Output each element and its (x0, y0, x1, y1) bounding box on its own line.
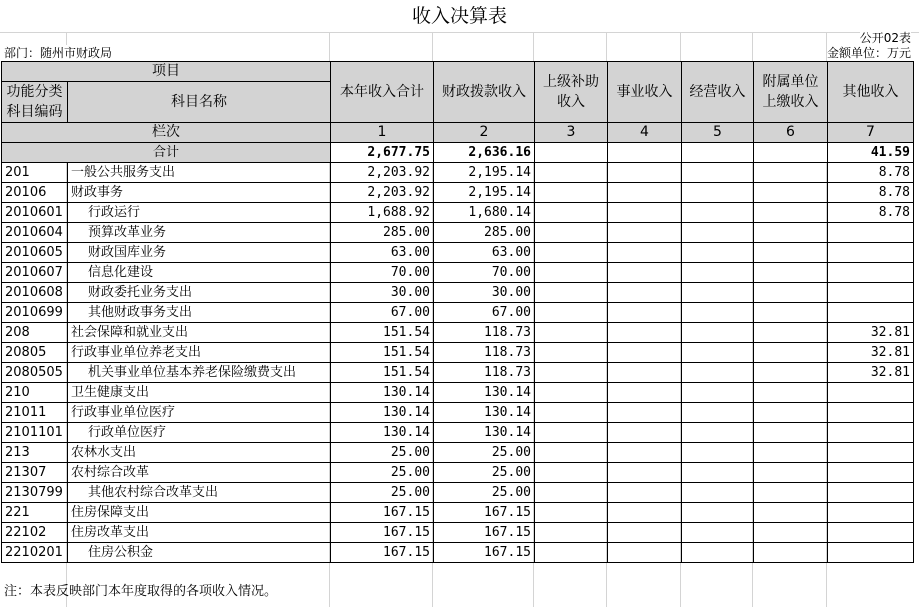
row-code: 210 (2, 383, 68, 403)
row-c1: 151.54 (331, 343, 434, 363)
row-code: 2010699 (2, 303, 68, 323)
row-c2: 167.15 (434, 543, 535, 563)
table-row (2, 343, 914, 363)
col-number: 7 (828, 123, 914, 143)
row-c7: 8.78 (828, 183, 914, 203)
row-c1: 151.54 (331, 323, 434, 343)
row-name: 一般公共服务支出 (68, 163, 331, 183)
row-c2: 67.00 (434, 303, 535, 323)
table-row (2, 223, 914, 243)
row-name: 社会保障和就业支出 (68, 323, 331, 343)
row-c1: 1,688.92 (331, 203, 434, 223)
row-c7 (828, 383, 914, 403)
row-c2: 118.73 (434, 363, 535, 383)
col-number: 4 (608, 123, 682, 143)
table-row (2, 243, 914, 263)
row-code: 21307 (2, 463, 68, 483)
row-c1: 63.00 (331, 243, 434, 263)
row-name: 财政委托业务支出 (68, 283, 331, 303)
table-row (2, 363, 914, 383)
header-col5: 经营收入 (682, 62, 754, 123)
row-c7: 32.81 (828, 363, 914, 383)
row-c7 (828, 243, 914, 263)
row-c7 (828, 543, 914, 563)
row-c1: 30.00 (331, 283, 434, 303)
col-number: 1 (331, 123, 434, 143)
row-code: 2010605 (2, 243, 68, 263)
department-label: 部门：随州市财政局 (4, 46, 113, 60)
row-name: 机关事业单位基本养老保险缴费支出 (68, 363, 331, 383)
header-code: 功能分类科目编码 (2, 82, 68, 123)
row-c1: 167.15 (331, 523, 434, 543)
row-c2: 1,680.14 (434, 203, 535, 223)
row-code: 2010604 (2, 223, 68, 243)
row-c1: 130.14 (331, 383, 434, 403)
row-code: 2210201 (2, 543, 68, 563)
row-code: 21011 (2, 403, 68, 423)
table-row (2, 303, 914, 323)
row-c7 (828, 463, 914, 483)
row-code: 22102 (2, 523, 68, 543)
row-c2: 63.00 (434, 243, 535, 263)
row-name: 其他农村综合改革支出 (68, 483, 331, 503)
row-name: 农林水支出 (68, 443, 331, 463)
row-code: 2101101 (2, 423, 68, 443)
row-c1: 151.54 (331, 363, 434, 383)
row-name: 财政事务 (68, 183, 331, 203)
table-row (2, 323, 914, 343)
table-row (2, 383, 914, 403)
row-name: 行政单位医疗 (68, 423, 331, 443)
table-row (2, 163, 914, 183)
row-code: 2010607 (2, 263, 68, 283)
header-lanci: 栏次 (2, 123, 331, 143)
table-row (2, 183, 914, 203)
row-code: 2080505 (2, 363, 68, 383)
header-col4: 事业收入 (608, 62, 682, 123)
row-c1: 167.15 (331, 543, 434, 563)
row-c1: 130.14 (331, 403, 434, 423)
row-c2: 2,195.14 (434, 163, 535, 183)
col-number: 6 (754, 123, 828, 143)
row-c7: 8.78 (828, 203, 914, 223)
row-code: 201 (2, 163, 68, 183)
table-row (2, 463, 914, 483)
form-code: 公开02表 (859, 31, 911, 45)
footnote: 注：本表反映部门本年度取得的各项收入情况。 (4, 584, 278, 599)
header-col3: 上级补助收入 (535, 62, 608, 123)
table-row (2, 503, 914, 523)
row-c7 (828, 303, 914, 323)
row-c2: 25.00 (434, 463, 535, 483)
row-c2: 30.00 (434, 283, 535, 303)
total-row (2, 143, 914, 163)
row-c7 (828, 483, 914, 503)
row-name: 住房保障支出 (68, 503, 331, 523)
page-title: 收入决算表 (0, 0, 919, 33)
row-c1: 2,203.92 (331, 163, 434, 183)
row-name: 财政国库业务 (68, 243, 331, 263)
row-c7 (828, 423, 914, 443)
row-name: 行政事业单位医疗 (68, 403, 331, 423)
row-c2: 167.15 (434, 503, 535, 523)
row-c1: 2,203.92 (331, 183, 434, 203)
row-name: 预算改革业务 (68, 223, 331, 243)
table-row (2, 423, 914, 443)
row-name: 住房公积金 (68, 543, 331, 563)
row-code: 2010608 (2, 283, 68, 303)
col-number: 3 (535, 123, 608, 143)
row-c7: 8.78 (828, 163, 914, 183)
amount-unit-label: 金额单位：万元 (826, 46, 911, 60)
row-c2: 118.73 (434, 323, 535, 343)
table-row (2, 443, 914, 463)
row-code: 20106 (2, 183, 68, 203)
row-c2: 118.73 (434, 343, 535, 363)
row-c1: 25.00 (331, 463, 434, 483)
row-code: 208 (2, 323, 68, 343)
total-label: 合计 (2, 143, 331, 163)
row-name: 住房改革支出 (68, 523, 331, 543)
row-c7: 32.81 (828, 323, 914, 343)
header-name: 科目名称 (68, 82, 331, 123)
row-c7 (828, 263, 914, 283)
row-c2: 25.00 (434, 443, 535, 463)
row-name: 行政运行 (68, 203, 331, 223)
row-c1: 130.14 (331, 423, 434, 443)
row-name: 行政事业单位养老支出 (68, 343, 331, 363)
row-c7 (828, 283, 914, 303)
table-row (2, 263, 914, 283)
row-c1: 285.00 (331, 223, 434, 243)
header-item: 项目 (2, 62, 331, 82)
row-name: 其他财政事务支出 (68, 303, 331, 323)
col-number: 5 (682, 123, 754, 143)
row-c1: 25.00 (331, 443, 434, 463)
row-c7 (828, 223, 914, 243)
row-c2: 25.00 (434, 483, 535, 503)
table-row (2, 203, 914, 223)
header-col6: 附属单位上缴收入 (754, 62, 828, 123)
col-number: 2 (434, 123, 535, 143)
row-name: 农村综合改革 (68, 463, 331, 483)
total-c7: 41.59 (828, 143, 914, 163)
row-code: 221 (2, 503, 68, 523)
row-c2: 70.00 (434, 263, 535, 283)
row-c2: 167.15 (434, 523, 535, 543)
row-c1: 25.00 (331, 483, 434, 503)
total-c1: 2,677.75 (331, 143, 434, 163)
table-row (2, 523, 914, 543)
row-code: 213 (2, 443, 68, 463)
row-code: 2130799 (2, 483, 68, 503)
row-name: 卫生健康支出 (68, 383, 331, 403)
row-c1: 70.00 (331, 263, 434, 283)
row-c7 (828, 523, 914, 543)
total-c2: 2,636.16 (434, 143, 535, 163)
row-c1: 67.00 (331, 303, 434, 323)
table-row (2, 543, 914, 563)
table-row (2, 283, 914, 303)
row-c2: 130.14 (434, 423, 535, 443)
row-c1: 167.15 (331, 503, 434, 523)
row-code: 20805 (2, 343, 68, 363)
row-code: 2010601 (2, 203, 68, 223)
row-c2: 2,195.14 (434, 183, 535, 203)
row-c2: 130.14 (434, 403, 535, 423)
row-c7 (828, 403, 914, 423)
row-c7 (828, 503, 914, 523)
row-c2: 130.14 (434, 383, 535, 403)
row-c7 (828, 443, 914, 463)
header-col2: 财政拨款收入 (434, 62, 535, 123)
row-c7: 32.81 (828, 343, 914, 363)
table-row (2, 483, 914, 503)
row-name: 信息化建设 (68, 263, 331, 283)
header-col7: 其他收入 (828, 62, 914, 123)
table-row (2, 403, 914, 423)
income-table (1, 61, 914, 563)
row-c2: 285.00 (434, 223, 535, 243)
header-col1: 本年收入合计 (331, 62, 434, 123)
